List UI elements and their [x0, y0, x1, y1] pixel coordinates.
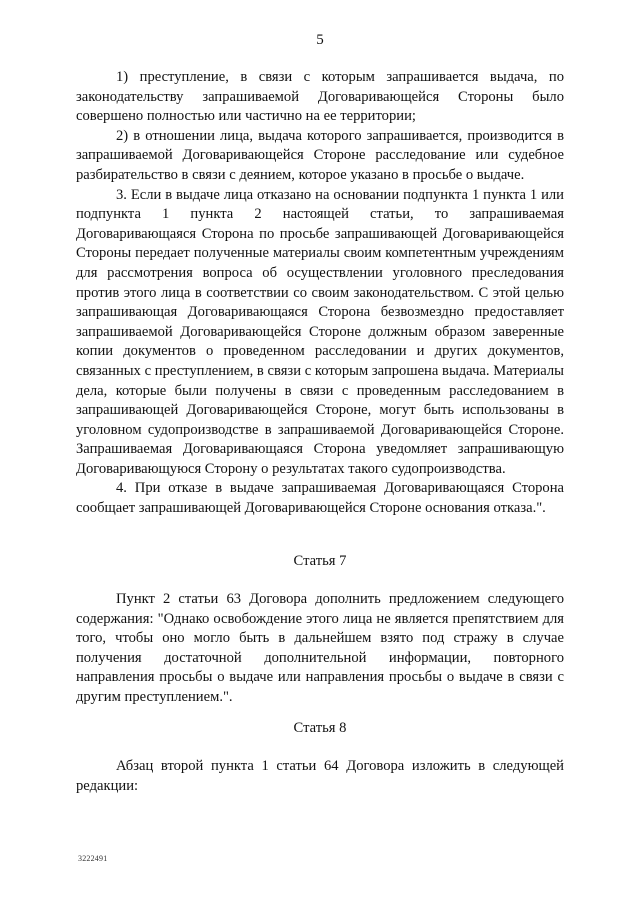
paragraph-subitem-1: 1) преступление, в связи с которым запрашивается выдача, по законодательству запрашиваемой Договаривающейся Стороны было совершено полностью или частично на ее территории;	[76, 69, 564, 125]
article-7-paragraph: Пункт 2 статьи 63 Договора дополнить предложением следующего содержания: "Однако освобождение этого лица не является препятствием для того, чтобы оно могло быть в дальнейшем взято под стражу в случае получения достаточной дополнительной информации, повторного направления просьбы о выдаче или направления просьбы о выдаче в связи с другим преступлением.".	[76, 591, 564, 705]
article-8-heading: Статья 8	[293, 720, 347, 736]
article-7-body	[76, 590, 564, 708]
article-8-paragraph: Абзац второй пункта 1 статьи 64 Договора изложить в следующей редакции:	[76, 758, 564, 794]
article-8-body	[76, 757, 564, 796]
document-code: 3222491	[78, 854, 108, 863]
article-6-continuation	[76, 68, 564, 519]
article-7-heading: Статья 7	[293, 553, 347, 569]
page-number: 5	[316, 32, 324, 48]
paragraph-item-3: 3. Если в выдаче лица отказано на основании подпункта 1 пункта 1 или подпункта 1 пункта 2 настоящей статьи, то запрашиваемая Договаривающаяся Сторона по просьбе запрашивающей Договаривающейся Стороны передает полученные материалы своим компетентным учреждениям для рассмотрения вопроса об осуществлении уголовного преследования против этого лица в соответствии со своим законодательством. С этой целью запрашивающая Договаривающаяся Сторона безвозмездно предоставляет запрашиваемой Договаривающейся Стороне должным образом заверенные копии документов о проведенном расследовании и других документов, связанных с преступлением, в связи с которым запрошена выдача. Материалы дела, которые были получены в связи с проведенным расследованием в запрашивающей Договаривающейся Стороне, могут быть использованы в уголовном судопроизводстве в запрашиваемой Договаривающейся Стороне. Запрашиваемая Договаривающаяся Сторона уведомляет запрашивающую Договаривающуюся Сторону о результатах такого судопроизводства.	[76, 186, 564, 477]
paragraph-subitem-2: 2) в отношении лица, выдача которого запрашивается, производится в запрашиваемой Договаривающейся Стороне расследование или судебное разбирательство в связи с деянием, которое указано в просьбе о выдаче.	[76, 127, 564, 183]
paragraph-item-4: 4. При отказе в выдаче запрашиваемая Договаривающаяся Сторона сообщает запрашивающей Договаривающейся Стороне основания отказа.".	[76, 480, 564, 517]
